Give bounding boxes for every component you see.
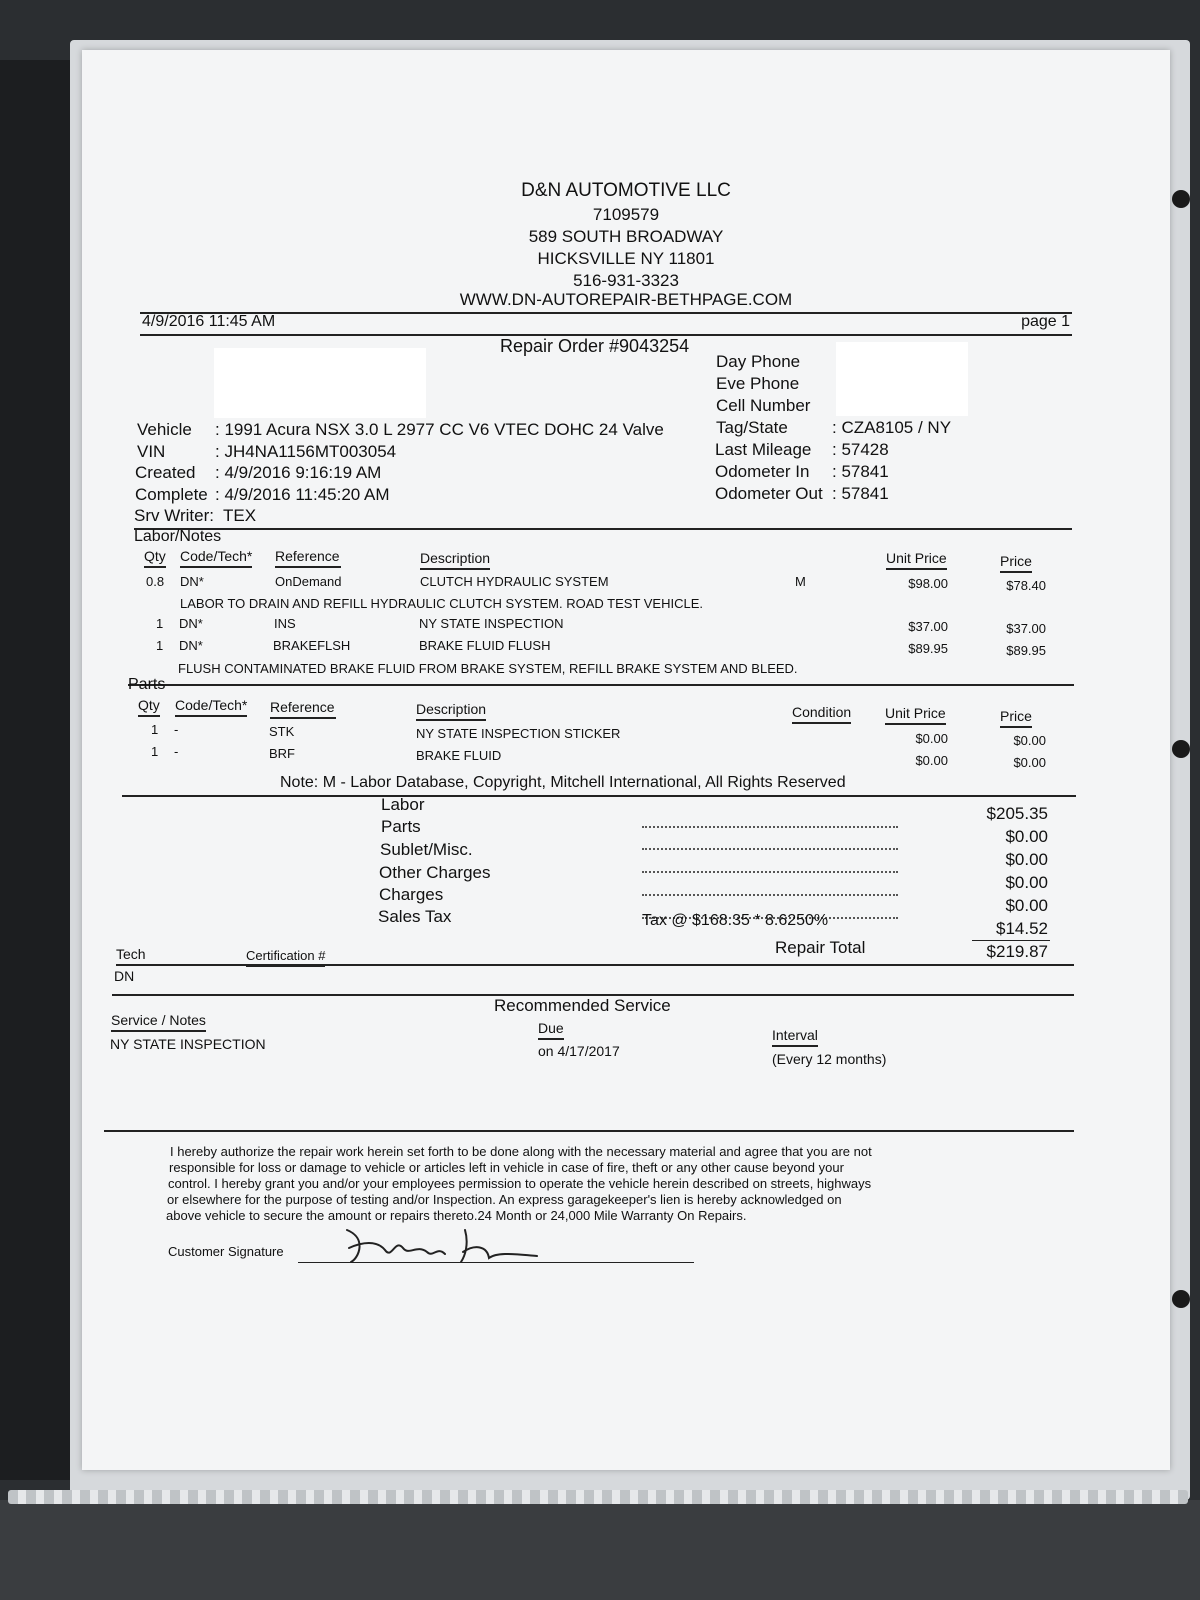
company-address-2: HICKSVILLE NY 11801 [537,249,715,268]
authorization-text: or elsewhere for the purpose of testing and/or Inspection. An express garagekeeper's lien is hereby acknowledged on [167,1192,842,1207]
service-note-value: NY STATE INSPECTION [110,1036,266,1052]
interval-label: Interval [772,1027,818,1047]
part-qty: 1 [151,722,159,737]
total-rule [972,940,1050,941]
label-vehicle: Vehicle [137,420,192,439]
total-sublet-amount: $0.00 [1005,850,1048,869]
page-number: page 1 [1021,313,1070,330]
parts-header-qty: Qty [138,697,160,717]
divider [122,795,1076,797]
parts-header-condition: Condition [792,704,851,724]
repair-order-number: Repair Order #9043254 [500,336,690,356]
labor-description: NY STATE INSPECTION [419,616,564,631]
leader-dots [642,871,898,873]
labor-code: DN* [179,638,203,653]
part-reference: STK [269,724,295,739]
parts-header-price: Price [1000,708,1032,728]
company-address-1: 589 SOUTH BROADWAY [528,227,724,246]
label-vin: VIN [137,442,166,461]
part-code: - [174,744,179,759]
desk-surface [0,1500,1200,1600]
part-unit-price: $0.00 [915,753,948,768]
part-code: - [174,722,179,737]
labor-description: CLUTCH HYDRAULIC SYSTEM [420,574,609,589]
labor-unit-price: $37.00 [908,619,948,634]
srv-writer-value: TEX [223,506,257,525]
last-mileage-value: : 57428 [832,440,889,459]
parts-header-reference: Reference [270,699,336,719]
labor-note: FLUSH CONTAMINATED BRAKE FLUID FROM BRAKE SYSTEM, REFILL BRAKE SYSTEM AND BLEED. [178,661,798,676]
certification-label: Certification # [246,948,325,967]
company-phone: 516-931-3323 [573,271,679,290]
label-created: Created [135,463,196,482]
divider [140,312,1072,314]
tax-calculation: Tax @ $168.35 * 8.6250% [642,912,829,929]
divider [104,1130,1074,1132]
vehicle-description: : 1991 Acura NSX 3.0 L 2977 CC V6 VTEC DOHC 24 Valve [215,420,664,439]
total-label-sublet: Sublet/Misc. [380,840,473,859]
labor-header-reference: Reference [275,548,341,568]
labor-unit-price: $89.95 [908,641,948,656]
labor-qty: 1 [156,638,164,653]
label-eve-phone: Eve Phone [716,374,800,393]
customer-signature-label: Customer Signature [168,1244,284,1259]
label-last-mileage: Last Mileage [715,440,812,459]
label-complete: Complete [135,485,208,504]
total-parts-amount: $0.00 [1005,827,1048,846]
labor-reference: INS [274,616,296,631]
total-label-parts: Parts [381,817,421,836]
authorization-text: above vehicle to secure the amount or repairs thereto.24 Month or 24,000 Mile Warranty On Repairs. [166,1208,747,1223]
label-srv-writer: Srv Writer: [134,506,214,525]
binder-hole [1172,190,1190,208]
leader-dots [642,894,898,896]
complete-datetime: : 4/9/2016 11:45:20 AM [215,485,390,504]
part-price: $0.00 [1013,755,1046,770]
labor-header-qty: Qty [144,548,166,568]
parts-section-title: Parts [128,676,166,693]
labor-reference: BRAKEFLSH [273,638,351,653]
labor-section-title: Labor/Notes [134,528,222,545]
part-price: $0.00 [1013,733,1046,748]
labor-header-unit-price: Unit Price [886,550,947,570]
authorization-text: responsible for loss or damage to vehicle or articles left in vehicle in case of fire, theft or any other cause beyond your [169,1160,844,1175]
label-cell-number: Cell Number [716,396,811,415]
company-website: WWW.DN-AUTOREPAIR-BETHPAGE.COM [459,290,793,309]
odometer-out-value: : 57841 [832,484,889,503]
label-odometer-out: Odometer Out [715,484,823,503]
interval-value: (Every 12 months) [772,1051,887,1067]
total-label-labor: Labor [381,795,425,814]
part-unit-price: $0.00 [915,731,948,746]
label-day-phone: Day Phone [716,352,801,371]
labor-reference: OnDemand [275,574,342,589]
labor-price: $37.00 [1006,621,1046,636]
divider [134,528,1072,530]
labor-flag: M [795,574,806,589]
tag-state-value: : CZA8105 / NY [832,418,952,437]
part-reference: BRF [269,746,295,761]
redacted-phone-numbers [836,342,968,416]
labor-header-description: Description [420,550,490,570]
repair-total-label: Repair Total [775,938,866,957]
total-charges-amount: $0.00 [1005,896,1048,915]
part-description: BRAKE FLUID [416,748,502,763]
parts-header-description: Description [416,701,486,721]
part-qty: 1 [151,744,159,759]
repair-order-document [82,50,1170,1470]
odometer-in-value: : 57841 [832,462,889,481]
total-label-charges: Charges [379,885,444,904]
repair-total-amount: $219.87 [986,942,1048,961]
parts-header-code: Code/Tech* [175,697,247,717]
labor-code: DN* [180,574,204,589]
due-value: on 4/17/2017 [538,1043,620,1059]
due-label: Due [538,1020,564,1040]
label-odometer-in: Odometer In [715,462,810,481]
label-tag-state: Tag/State [716,418,788,437]
leader-dots [642,848,898,850]
tech-label: Tech [116,946,146,966]
labor-header-code: Code/Tech* [180,548,252,568]
company-name: D&N AUTOMOTIVE LLC [521,180,731,201]
labor-header-price: Price [1000,553,1032,573]
service-notes-label: Service / Notes [111,1012,206,1032]
labor-qty: 0.8 [146,574,165,589]
print-datetime: 4/9/2016 11:45 AM [142,313,276,330]
total-label-other: Other Charges [379,863,491,882]
redacted-customer-name [214,348,426,418]
total-label-sales-tax: Sales Tax [378,907,452,926]
labor-description: BRAKE FLUID FLUSH [419,638,551,653]
labor-price: $78.40 [1006,578,1046,593]
created-datetime: : 4/9/2016 9:16:19 AM [215,463,382,482]
tech-value: DN [114,968,135,984]
company-id: 7109579 [592,205,660,224]
authorization-text: I hereby authorize the repair work herein set forth to be done along with the necessary material and agree that you are not [170,1144,872,1159]
total-other-amount: $0.00 [1005,873,1048,892]
part-description: NY STATE INSPECTION STICKER [416,726,621,741]
customer-signature [337,1218,577,1278]
mitchell-note: Note: M - Labor Database, Copyright, Mitchell International, All Rights Reserved [280,774,846,791]
labor-code: DN* [179,616,203,631]
total-tax-amount: $14.52 [996,919,1048,938]
divider [128,684,1074,686]
vehicle-vin: : JH4NA1156MT003054 [215,442,397,461]
labor-price: $89.95 [1006,643,1046,658]
binder-hole [1172,1290,1190,1308]
authorization-text: control. I hereby grant you and/or your employees permission to operate the vehicle herein described on streets, highways [168,1176,872,1191]
labor-qty: 1 [156,616,164,631]
labor-unit-price: $98.00 [908,576,948,591]
parts-header-unit-price: Unit Price [885,705,946,725]
leader-dots [642,826,898,828]
total-labor-amount: $205.35 [986,804,1048,823]
binder-hole [1172,740,1190,758]
recommended-service-title: Recommended Service [494,996,671,1015]
sleeve-edge [8,1490,1188,1504]
labor-note: LABOR TO DRAIN AND REFILL HYDRAULIC CLUTCH SYSTEM. ROAD TEST VEHICLE. [180,596,704,611]
